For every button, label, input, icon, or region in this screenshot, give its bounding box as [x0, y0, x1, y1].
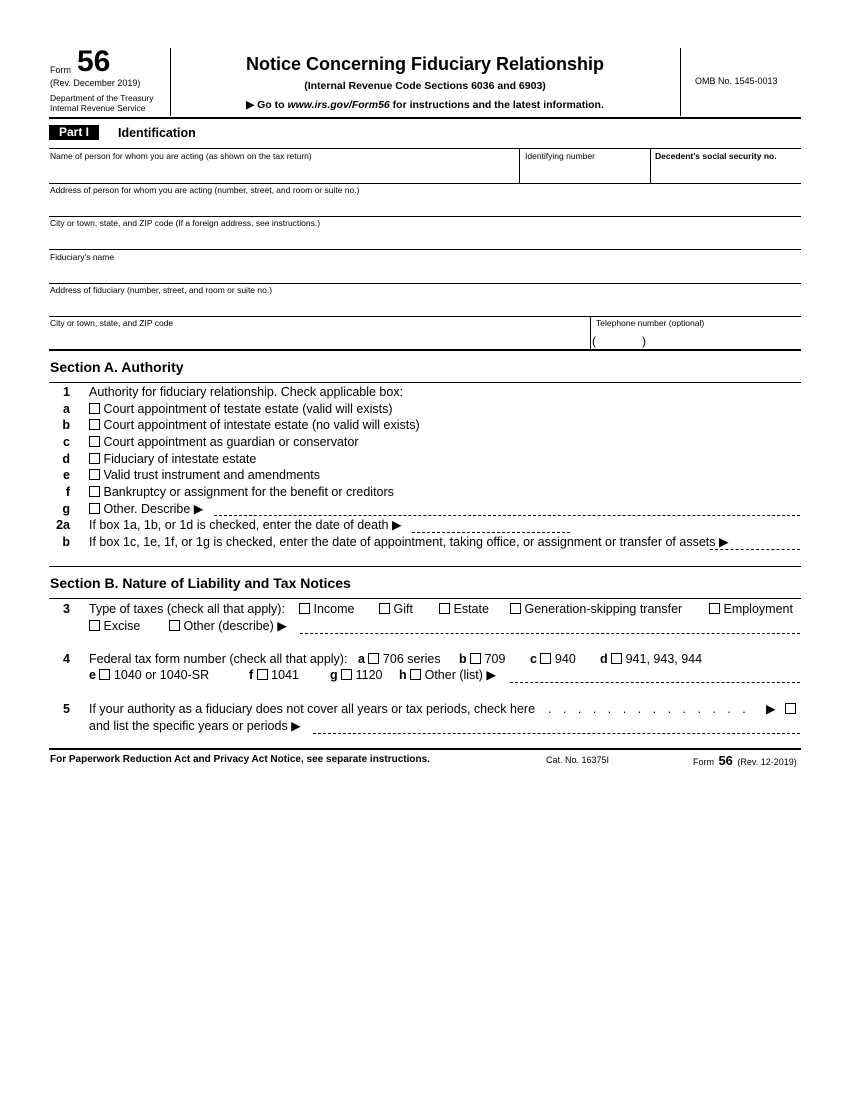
header-bottom-rule: [49, 117, 801, 119]
form-other-checkbox[interactable]: [410, 669, 421, 680]
identifying-number-field[interactable]: [521, 162, 649, 182]
fiduciary-name-label: Fiduciary’s name: [50, 252, 115, 262]
line-5-arrow-icon: ▶: [766, 702, 776, 716]
form-940-checkbox[interactable]: [540, 653, 551, 664]
form-1040-letter: e: [89, 668, 96, 682]
form-709-label: 709: [484, 652, 506, 666]
tax-other[interactable]: [169, 620, 287, 633]
tax-generation-skipping[interactable]: [510, 603, 682, 616]
option-g-describe-field[interactable]: [214, 515, 800, 516]
form-other[interactable]: [399, 669, 496, 682]
line-1-text: Authority for fiduciary relationship. Check applicable box:: [89, 385, 404, 399]
decedent-ssn-label: Decedent’s social security no.: [655, 151, 777, 161]
line-2b-text: If box 1c, 1e, 1f, or 1g is checked, enter the date of appointment, taking office, or assignment or transfer of assets ▶: [89, 535, 729, 549]
form-other-list-field[interactable]: [510, 682, 800, 683]
form-941-checkbox[interactable]: [611, 653, 622, 664]
section-b-bottom-rule: [49, 748, 801, 750]
line-5-text: If your authority as a fiduciary does not cover all years or tax periods, check here: [89, 702, 536, 716]
option-d-checkbox[interactable]: [89, 453, 100, 464]
option-c-checkbox[interactable]: [89, 436, 100, 447]
line-1: [50, 386, 800, 400]
goto-suffix: for instructions and the latest information.: [389, 99, 604, 111]
form-number: 56: [77, 45, 111, 78]
line-3-number: 3: [63, 602, 70, 616]
option-b-checkbox[interactable]: [89, 419, 100, 430]
option-b[interactable]: [50, 419, 800, 433]
section-a-rule: [49, 382, 801, 383]
paperwork-notice: For Paperwork Reduction Act and Privacy Act Notice, see separate instructions.: [50, 754, 430, 765]
tax-income-label: Income: [313, 602, 355, 616]
line-2a: [50, 519, 800, 533]
date-of-appointment-field[interactable]: [710, 549, 800, 550]
line-3-text: Type of taxes (check all that apply):: [89, 602, 285, 616]
identifying-number-label: Identifying number: [525, 151, 595, 161]
phone-open-paren: (: [592, 334, 596, 348]
option-e-letter: e: [63, 468, 70, 482]
row-rule-2: [49, 216, 801, 217]
fiduciary-city-field[interactable]: [49, 329, 589, 349]
tax-gift[interactable]: [379, 603, 413, 616]
option-e-text: Valid trust instrument and amendments: [103, 468, 321, 482]
option-b-letter: b: [62, 418, 70, 432]
telephone-label: Telephone number (optional): [596, 318, 705, 328]
option-c-letter: c: [63, 435, 70, 449]
form-1040-checkbox[interactable]: [99, 669, 110, 680]
form-940[interactable]: [530, 653, 576, 666]
option-a-letter: a: [63, 402, 70, 416]
name-label: Name of person for whom you are acting (as shown on the tax return): [50, 151, 312, 161]
form-1120-letter: g: [330, 668, 338, 682]
tax-generation-skipping-label: Generation-skipping transfer: [524, 602, 683, 616]
line-3: [50, 603, 800, 617]
form-706[interactable]: [358, 653, 441, 666]
part1-bottom-rule: [49, 349, 801, 351]
row-rule-3: [49, 249, 801, 250]
tax-estate[interactable]: [439, 603, 489, 616]
option-e-checkbox[interactable]: [89, 469, 100, 480]
form-revision: (Rev. December 2019): [50, 78, 141, 88]
row-rule-5: [49, 316, 801, 317]
form-709-checkbox[interactable]: [470, 653, 481, 664]
line-4-text: Federal tax form number (check all that apply):: [89, 652, 348, 666]
form-709-letter: b: [459, 652, 467, 666]
option-a-text: Court appointment of testate estate (valid will exists): [103, 402, 393, 416]
city-field[interactable]: [49, 229, 801, 248]
line-4-number: 4: [63, 652, 70, 666]
form-706-checkbox[interactable]: [368, 653, 379, 664]
irs-name: Internal Revenue Service: [50, 103, 146, 113]
form-1040[interactable]: [89, 669, 209, 682]
line-2b-letter: b: [62, 535, 70, 549]
form-941[interactable]: [600, 653, 702, 666]
part1-badge-text: Part I: [58, 125, 89, 139]
form-1120-label: 1120: [355, 668, 383, 682]
fiduciary-address-field[interactable]: [49, 296, 801, 315]
form-1041-letter: f: [249, 668, 254, 682]
footer-form-number: 56: [718, 753, 733, 768]
tax-gift-label: Gift: [393, 602, 413, 616]
line-1-number: 1: [63, 385, 70, 399]
tax-other-label: Other (describe) ▶: [183, 619, 287, 633]
id-divider: [519, 148, 520, 183]
line-5-leader: . . . . . . . . . . . . . .: [548, 702, 750, 716]
fiduciary-city-label: City or town, state, and ZIP code: [50, 318, 174, 328]
tax-gift-checkbox[interactable]: [379, 603, 390, 614]
goto-prefix: Go to: [257, 99, 288, 111]
option-g-text: Other. Describe ▶: [103, 502, 204, 516]
tax-employment-label: Employment: [723, 602, 793, 616]
option-f-text: Bankruptcy or assignment for the benefit or creditors: [103, 485, 394, 499]
section-a-bottom-rule: [49, 566, 801, 567]
telephone-field[interactable]: [592, 331, 800, 349]
form-1041-checkbox[interactable]: [257, 669, 268, 680]
tax-estate-label: Estate: [453, 602, 489, 616]
form-1041[interactable]: [249, 669, 299, 682]
tax-excise[interactable]: [89, 620, 140, 633]
option-c-text: Court appointment as guardian or conservator: [103, 435, 359, 449]
name-field[interactable]: [49, 162, 519, 182]
form-other-label: Other (list) ▶: [424, 668, 497, 682]
option-a[interactable]: [50, 403, 800, 417]
instructions-line: [170, 99, 680, 111]
arrow-icon: ▶: [246, 99, 255, 111]
form-1120-checkbox[interactable]: [341, 669, 352, 680]
option-f-checkbox[interactable]: [89, 486, 100, 497]
part1-badge: [49, 125, 99, 140]
address-field[interactable]: [49, 196, 801, 215]
option-d[interactable]: [50, 453, 800, 467]
tax-other-describe-field[interactable]: [300, 633, 800, 634]
option-b-text: Court appointment of intestate estate (no valid will exists): [103, 418, 420, 432]
form-header: [0, 0, 850, 120]
tax-income[interactable]: [299, 603, 354, 616]
section-a-title: Section A. Authority: [50, 359, 184, 375]
footer-form-id: [693, 752, 797, 770]
option-a-checkbox[interactable]: [89, 403, 100, 414]
option-g-checkbox[interactable]: [89, 503, 100, 514]
catalog-number: Cat. No. 16375I: [546, 755, 610, 765]
line-2a-number: 2a: [56, 518, 70, 532]
form-1041-label: 1041: [271, 668, 299, 682]
form-709[interactable]: [459, 653, 505, 666]
part1-title: Identification: [118, 126, 196, 140]
phone-close-paren: ): [642, 334, 646, 348]
line-5-checkbox[interactable]: [785, 703, 796, 714]
tax-other-checkbox[interactable]: [169, 620, 180, 631]
dept-treasury: Department of the Treasury: [50, 93, 154, 103]
option-g-letter: g: [62, 502, 70, 516]
form-706-label: 706 series: [382, 652, 441, 666]
tax-employment-checkbox[interactable]: [709, 603, 720, 614]
option-c[interactable]: [50, 436, 800, 450]
tax-generation-skipping-checkbox[interactable]: [510, 603, 521, 614]
form-word: Form: [50, 65, 71, 75]
form-941-label: 941, 943, 944: [625, 652, 703, 666]
form-941-letter: d: [600, 652, 608, 666]
section-b-title: Section B. Nature of Liability and Tax Notices: [50, 575, 351, 591]
tax-excise-checkbox[interactable]: [89, 620, 100, 631]
tax-estate-checkbox[interactable]: [439, 603, 450, 614]
specific-periods-field[interactable]: [313, 733, 800, 734]
tax-excise-label: Excise: [103, 619, 141, 633]
header-divider-right: [680, 48, 681, 116]
option-d-text: Fiduciary of intestate estate: [103, 452, 257, 466]
form-940-letter: c: [530, 652, 537, 666]
ssn-divider: [650, 148, 651, 183]
footer-rev: (Rev. 12-2019): [737, 757, 797, 767]
option-d-letter: d: [62, 452, 70, 466]
line-5-text-2: and list the specific years or periods ▶: [89, 719, 301, 733]
date-of-death-field[interactable]: [412, 532, 570, 533]
line-2b: [50, 536, 800, 550]
form-other-letter: h: [399, 668, 407, 682]
form-title: Notice Concerning Fiduciary Relationship: [245, 54, 605, 74]
fiduciary-name-field[interactable]: [49, 263, 801, 282]
address-label: Address of person for whom you are acting (number, street, and room or suite no.): [50, 185, 360, 195]
form-940-label: 940: [554, 652, 576, 666]
form-1040-label: 1040 or 1040-SR: [113, 668, 210, 682]
form-706-letter: a: [358, 652, 365, 666]
section-b-rule: [49, 598, 801, 599]
decedent-ssn-field[interactable]: [652, 162, 800, 182]
omb-number: OMB No. 1545-0013: [695, 76, 778, 86]
form-1120[interactable]: [330, 669, 383, 682]
tax-employment[interactable]: [709, 603, 793, 616]
line-5-number: 5: [63, 702, 70, 716]
irs-url-link[interactable]: www.irs.gov/Form56: [287, 99, 390, 111]
row-rule-1: [49, 183, 801, 184]
line-2a-text: If box 1a, 1b, or 1d is checked, enter the date of death ▶: [89, 518, 402, 532]
option-e[interactable]: [50, 469, 800, 483]
tax-income-checkbox[interactable]: [299, 603, 310, 614]
option-f-letter: f: [65, 485, 70, 499]
fiduciary-address-label: Address of fiduciary (number, street, and room or suite no.): [50, 285, 273, 295]
footer-form-word: Form: [693, 757, 714, 767]
row-rule-4: [49, 283, 801, 284]
city-label: City or town, state, and ZIP code (If a foreign address, see instructions.): [50, 218, 321, 228]
line-5-checkbox-wrap[interactable]: [785, 703, 796, 716]
option-f[interactable]: [50, 486, 800, 500]
form-subtitle: (Internal Revenue Code Sections 6036 and 6903): [304, 80, 546, 92]
phone-divider: [590, 316, 591, 350]
part1-rule: [49, 148, 801, 149]
